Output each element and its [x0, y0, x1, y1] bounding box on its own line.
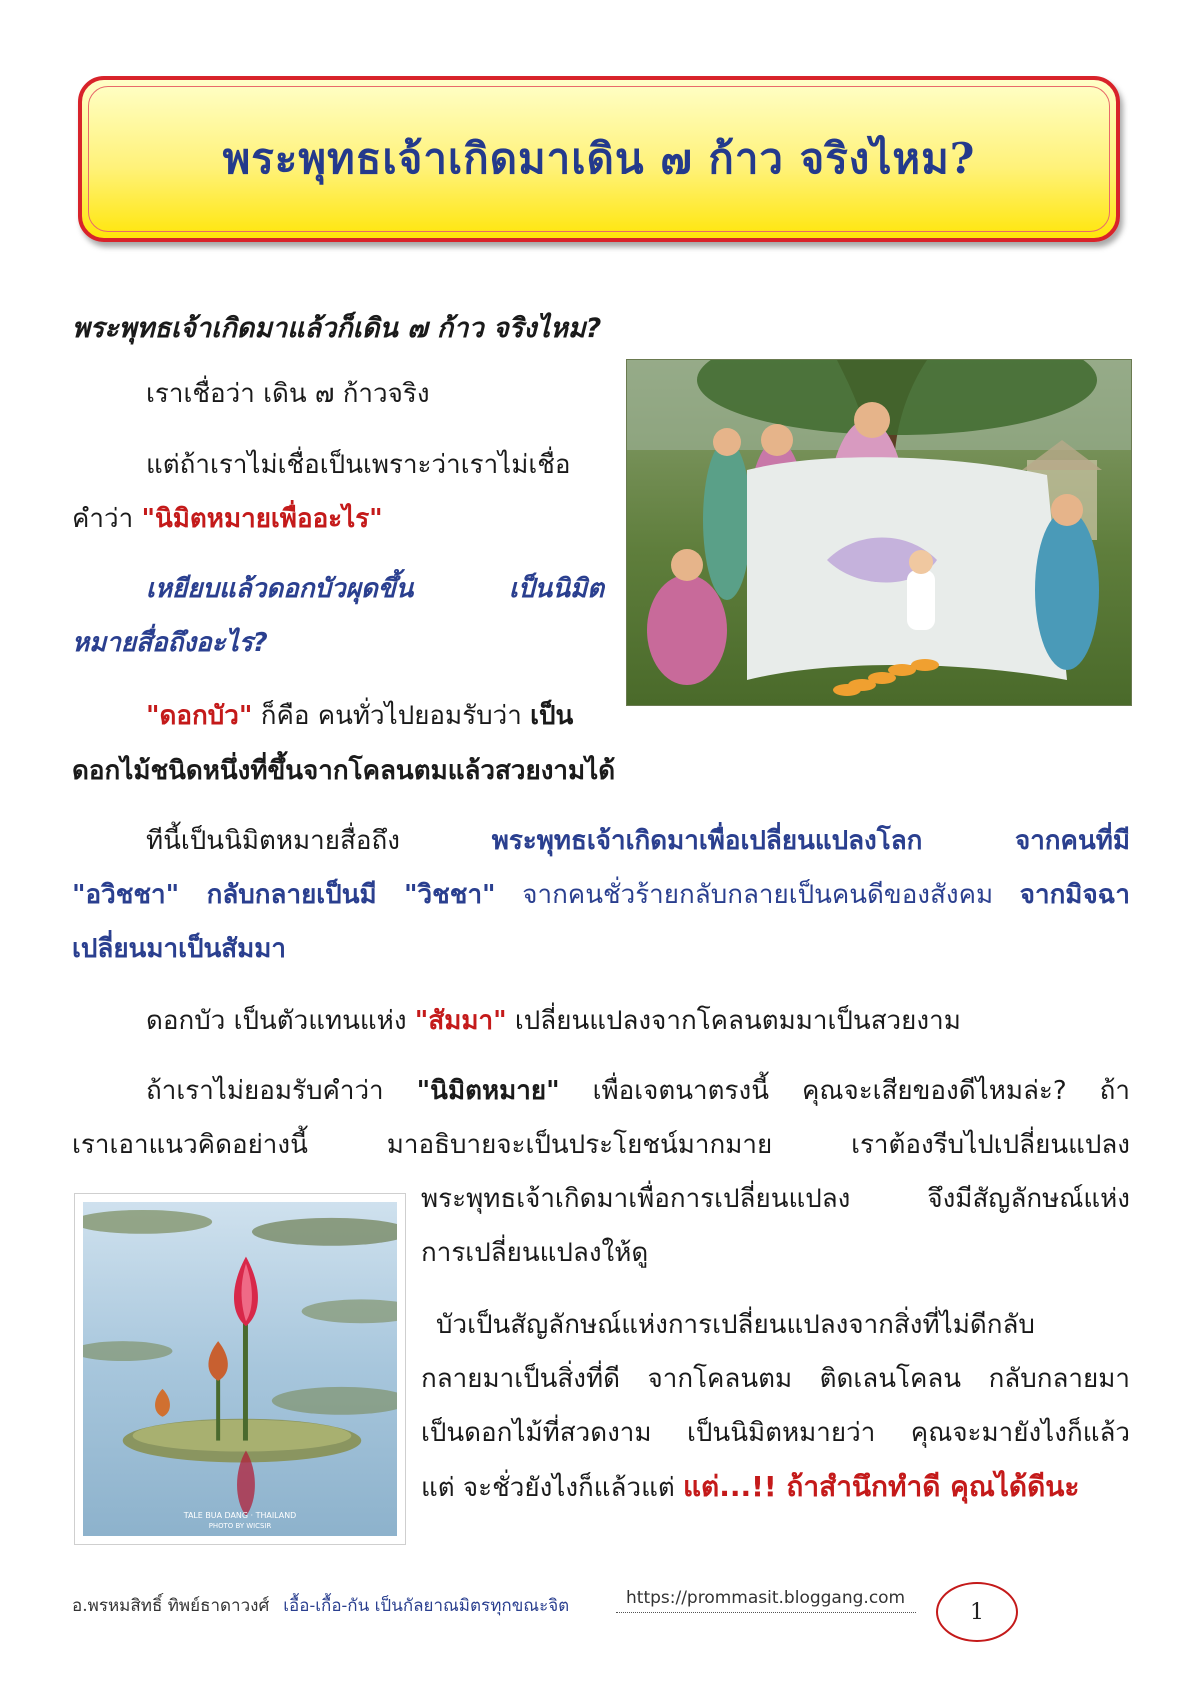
footer-motto: เอื้อ-เกื้อ-กัน เป็นกัลยาณมิตรทุกขณะจิต	[283, 1596, 570, 1616]
page-number: 1	[936, 1582, 1018, 1642]
paragraph-5-line-3: เปลี่ยนมาเป็นสัมมา	[72, 934, 286, 964]
paragraph-9-line-1: บัวเป็นสัญลักษณ์แห่งการเปลี่ยนแปลงจากสิ่งที่ไม่ดีกลับ	[436, 1310, 1035, 1340]
paragraph-3-line-1: เหยียบแล้วดอกบัวผุดขึ้น เป็นนิมิต	[146, 574, 604, 604]
paragraph-9-line-4	[421, 1468, 1079, 1507]
paragraph-3-line-2: หมายสื่อถึงอะไร?	[72, 628, 268, 658]
p5-vijja: "อวิชชา" กลับกลายเป็นมี "วิชชา"	[72, 880, 496, 910]
p2-highlight: "นิมิตหมายเพื่ออะไร"	[141, 504, 383, 534]
paragraph-2-line-2	[72, 500, 383, 538]
paragraph-7-line-2: เราเอาแนวคิดอย่างนี้ มาอธิบายจะเป็นประโยชน์มากมาย เราต้องรีบไปเปลี่ยนแปลง	[72, 1130, 1130, 1160]
footer-author-line	[72, 1592, 569, 1619]
title-banner	[78, 76, 1120, 242]
paragraph-7-line-1	[146, 1072, 1130, 1110]
p5-text: ทีนี้เป็นนิมิตหมายสื่อถึง	[146, 826, 492, 856]
paragraph-6	[146, 1002, 961, 1040]
paragraph-4-line-1	[146, 697, 573, 735]
p6-text: ดอกบัว เป็นตัวแทนแห่ง	[146, 1006, 415, 1036]
paragraph-1	[146, 375, 430, 413]
p2-prefix: คำว่า	[72, 504, 142, 534]
p9-highlight: แต่...!! ถ้าสำนึกทำดี คุณได้ดีนะ	[683, 1470, 1080, 1503]
page-title: พระพุทธเจ้าเกิดมาเดิน ๗ ก้าว จริงไหม?	[222, 134, 976, 183]
paragraph-9-line-2: กลายมาเป็นสิ่งที่ดี จากโคลนตม ติดเลนโคลน กลับกลายมา	[421, 1364, 1130, 1394]
p4-text: ก็คือ คนทั่วไปยอมรับว่า	[252, 701, 531, 731]
p9-text: แต่ จะชั่วยังไงก็แล้วแต่	[421, 1473, 683, 1503]
p4-bold: เป็น	[530, 701, 574, 731]
p6-samma: "สัมมา"	[414, 1006, 507, 1036]
paragraph-9-line-3: เป็นดอกไม้ที่สวดงาม เป็นนิมิตหมายว่า คุณจะมายังไงก็แล้ว	[421, 1418, 1130, 1448]
paragraph-2-line-1: แต่ถ้าเราไม่เชื่อเป็นเพราะว่าเราไม่เชื่อ	[146, 450, 571, 480]
lotus-caption-1: TALE BUA DANG · THAILAND	[183, 1511, 297, 1521]
paragraph-5-line-2	[72, 876, 1130, 914]
lotus-caption-2: PHOTO BY WICSIR	[208, 1522, 272, 1531]
footer-url[interactable]: https://prommasit.bloggang.com	[616, 1588, 916, 1613]
p5-text-2: จากคนชั่วร้ายกลับกลายเป็นคนดีของสังคม	[495, 880, 1020, 910]
p4-lotus: "ดอกบัว"	[146, 701, 253, 731]
paragraph-5-line-1	[146, 822, 1130, 860]
footer-author: อ.พรหมสิทธิ์ ทิพย์ธาดาวงศ์	[72, 1596, 270, 1616]
paragraph-4-line-2: ดอกไม้ชนิดหนึ่งที่ขึ้นจากโคลนตมแล้วสวยงามได้	[72, 756, 616, 786]
birth-scene-image	[626, 359, 1132, 706]
subtitle: พระพุทธเจ้าเกิดมาแล้วก็เดิน ๗ ก้าว จริงไหม?	[72, 313, 602, 344]
lotus-image	[74, 1193, 406, 1545]
p5-miccha: จากมิจฉา	[1019, 880, 1130, 910]
p6-text-2: เปลี่ยนแปลงจากโคลนตมมาเป็นสวยงาม	[506, 1006, 961, 1036]
p1-text: เราเชื่อว่า เดิน ๗ ก้าวจริง	[146, 379, 430, 409]
p5-highlight: พระพุทธเจ้าเกิดมาเพื่อเปลี่ยนแปลงโลก จากคนที่มี	[491, 826, 1130, 856]
paragraph-8-line-2: การเปลี่ยนแปลงให้ดู	[421, 1238, 649, 1268]
p7-text-2: เพื่อเจตนาตรงนี้ คุณจะเสียของดีไหมล่ะ? ถ้า	[559, 1076, 1130, 1106]
paragraph-8-line-1: พระพุทธเจ้าเกิดมาเพื่อการเปลี่ยนแปลง จึงมีสัญลักษณ์แห่ง	[421, 1184, 1130, 1214]
p7-text: ถ้าเราไม่ยอมรับคำว่า	[146, 1076, 417, 1106]
p7-nimit: "นิมิตหมาย"	[416, 1076, 560, 1106]
